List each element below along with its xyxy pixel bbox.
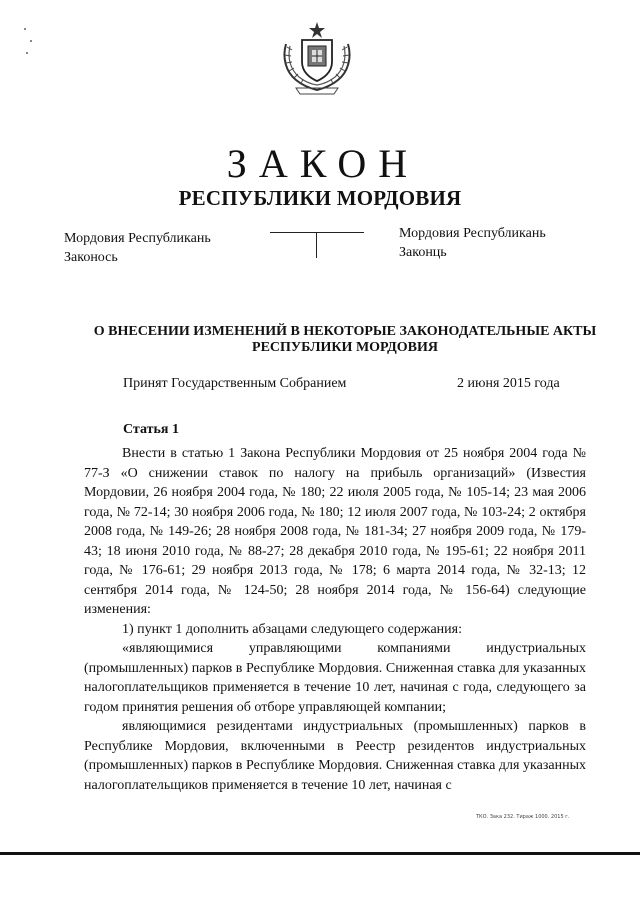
erzya-header [399, 224, 546, 262]
erzya-header-line1: Мордовия Республикань [399, 226, 546, 241]
moksha-header-line1: Мордовия Республикань [64, 231, 211, 246]
header-divider-stem [316, 232, 317, 258]
law-heading-line2: РЕСПУБЛИКИ МОРДОВИЯ [252, 340, 438, 355]
scan-speck [24, 28, 26, 30]
erzya-header-line2: Законць [399, 245, 447, 260]
law-heading-line1: О ВНЕСЕНИИ ИЗМЕНЕНИЙ В НЕКОТОРЫЕ ЗАКОНОДАТЕЛЬНЫЕ АКТЫ [93, 324, 597, 339]
moksha-header [64, 229, 211, 267]
accepted-by: Принят Государственным Собранием [123, 376, 347, 391]
print-footnote: ТКО. Зака 232. Тираж 1000. 2015 г. [476, 814, 570, 820]
header-divider [270, 232, 364, 233]
article-title: Статья 1 [123, 422, 179, 437]
paragraph: являющимися резидентами индустриальных (промышленных) парков в Республике Мордовия, включенными в Реестр резидентов индустриальных (промышленных) парков в Республике Мордовия. Сниженная ставка для указанных налогоплательщиков применяется в течение 10 лет, начиная с [84, 719, 586, 793]
moksha-header-line2: Законось [64, 250, 118, 265]
law-heading [60, 324, 630, 356]
bottom-rule [0, 852, 640, 855]
accepted-date: 2 июня 2015 года [457, 376, 560, 391]
paragraph: Внести в статью 1 Закона Республики Мордовия от 25 ноября 2004 года № 77-З «О снижении ставок по налогу на прибыль организаций» (Известия Мордовии, 26 ноября 2004 года, № 180; 22 июля 2005 года, № 105-14; 23 мая 2006 года, № 72-14; 30 ноября 2006 года, № 180; 12 июля 2007 года, № 103-24; 2 октября 2008 года, № 149-26; 28 ноября 2008 года, № 181-34; 27 ноября 2009 года, № 179-43; 18 июня 2010 года, № 88-27; 28 декабря 2010 года, № 195-61; 22 ноября 2011 года, № 176-61; 29 ноября 2013 года, № 178; 6 марта 2014 года, № 32-13; 12 сентября 2014 года, № 124-50; 28 ноября 2014 года, № 156-64) следующие изменения: [84, 446, 586, 617]
scan-speck [30, 40, 32, 42]
article-body [84, 444, 586, 795]
document-type-title: ЗАКОН [226, 141, 420, 186]
scan-speck [26, 52, 28, 54]
paragraph: «являющимися управляющими компаниями индустриальных (промышленных) парков в Республике Мордовия. Сниженная ставка для указанных налогоплательщиков применяется в течение 10 лет, начиная с года, следующего за годом принятия решения об отборе управляющей компании; [84, 641, 586, 715]
republic-subtitle: РЕСПУБЛИКИ МОРДОВИЯ [178, 186, 462, 210]
paragraph: 1) пункт 1 дополнить абзацами следующего содержания: [122, 621, 462, 637]
coat-of-arms-icon [272, 14, 362, 98]
